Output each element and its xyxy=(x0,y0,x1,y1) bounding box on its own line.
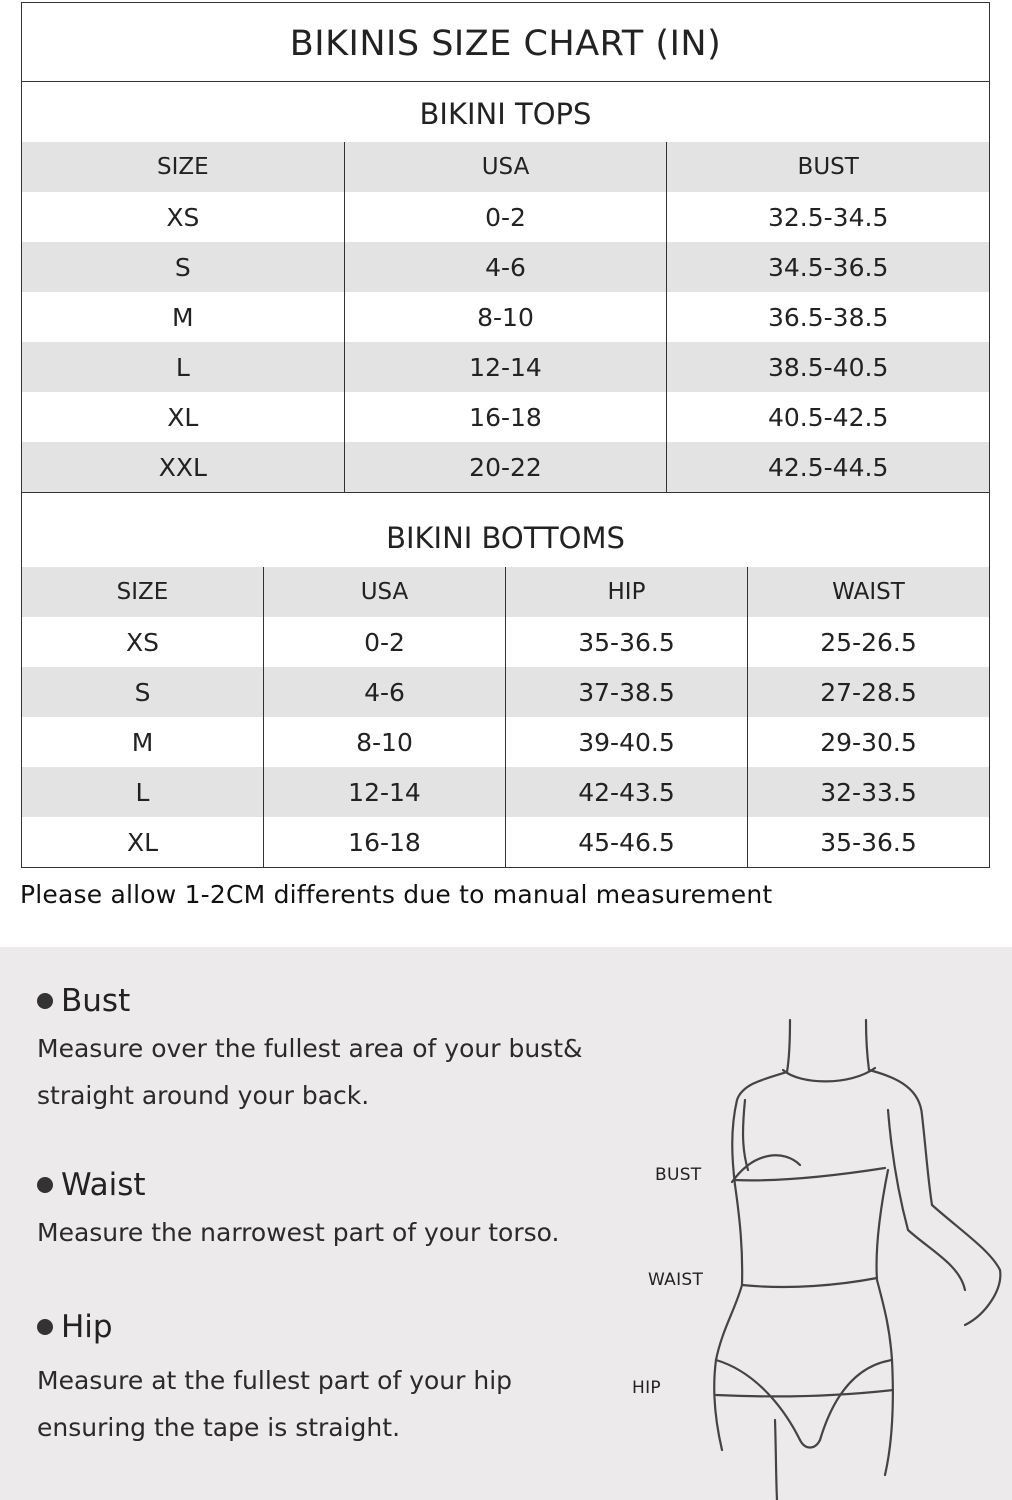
bottoms-cell-usa: 0-2 xyxy=(263,617,505,667)
table-row xyxy=(22,292,989,342)
bullet-icon xyxy=(37,1319,53,1335)
bottoms-cell-hip: 42-43.5 xyxy=(505,767,747,817)
tops-cell-bust: 42.5-44.5 xyxy=(666,442,989,492)
table-row xyxy=(22,442,989,492)
measurement-note: Please allow 1-2CM differents due to manual measurement xyxy=(20,880,773,909)
bottoms-cell-usa: 16-18 xyxy=(263,817,505,867)
tops-cell-size: XXL xyxy=(22,442,344,492)
bottoms-table xyxy=(22,567,989,867)
figure-label-waist: WAIST xyxy=(648,1270,704,1290)
tops-cell-usa: 8-10 xyxy=(344,292,667,342)
bottoms-cell-waist: 25-26.5 xyxy=(747,617,989,667)
tops-header-usa: USA xyxy=(344,142,667,192)
bottoms-cell-waist: 32-33.5 xyxy=(747,767,989,817)
bottoms-cell-hip: 37-38.5 xyxy=(505,667,747,717)
table-row xyxy=(22,392,989,442)
tops-cell-bust: 32.5-34.5 xyxy=(666,192,989,242)
tops-title: BIKINI TOPS xyxy=(419,97,592,131)
tops-cell-size: S xyxy=(22,242,344,292)
table-row xyxy=(22,342,989,392)
table-row xyxy=(22,667,989,717)
bottoms-cell-hip: 45-46.5 xyxy=(505,817,747,867)
bottoms-title: BIKINI BOTTOMS xyxy=(386,521,625,555)
tops-cell-usa: 16-18 xyxy=(344,392,667,442)
bottoms-cell-size: L xyxy=(22,767,263,817)
tops-cell-size: L xyxy=(22,342,344,392)
tops-cell-size: XS xyxy=(166,202,200,232)
tops-cell-usa: 0-2 xyxy=(344,192,667,242)
bottoms-cell-waist: 35-36.5 xyxy=(747,817,989,867)
bottoms-cell-usa: 12-14 xyxy=(263,767,505,817)
guide-hip xyxy=(37,1309,512,1451)
figure-label-bust: BUST xyxy=(655,1165,702,1185)
tops-cell-size: XL xyxy=(167,402,199,432)
bullet-icon xyxy=(37,993,53,1009)
figure-label-hip: HIP xyxy=(632,1378,661,1398)
tops-table xyxy=(22,142,989,493)
bottoms-header-usa: USA xyxy=(263,567,505,617)
table-row xyxy=(22,767,989,817)
bottoms-header-row xyxy=(22,567,989,617)
bottoms-cell-waist: 27-28.5 xyxy=(747,667,989,717)
tops-cell-usa: 4-6 xyxy=(344,242,667,292)
guide-bust-desc-line2: straight around your back. xyxy=(37,1081,370,1110)
body-figure-icon xyxy=(680,947,1012,1500)
tops-header-row xyxy=(22,142,989,192)
table-row xyxy=(22,242,989,292)
bottoms-cell-size: M xyxy=(131,727,154,757)
guide-waist xyxy=(37,1167,559,1256)
tops-header-size: SIZE xyxy=(22,142,344,192)
bottoms-header-hip: HIP xyxy=(505,567,747,617)
guide-hip-desc-line2: ensuring the tape is straight. xyxy=(37,1413,401,1442)
tops-cell-usa: 12-14 xyxy=(344,342,667,392)
bottoms-cell-size: XS xyxy=(126,627,159,657)
bottoms-cell-hip: 39-40.5 xyxy=(505,717,747,767)
table-row xyxy=(22,617,989,667)
table-row xyxy=(22,817,989,867)
guide-bust-heading: Bust xyxy=(61,983,131,1019)
bullet-icon xyxy=(37,1177,53,1193)
size-chart xyxy=(21,2,990,868)
bottoms-cell-hip: 35-36.5 xyxy=(505,617,747,667)
measurement-guide xyxy=(0,947,1012,1500)
bottoms-cell-usa: 8-10 xyxy=(263,717,505,767)
chart-title: BIKINIS SIZE CHART (IN) xyxy=(22,3,989,82)
tops-cell-bust: 38.5-40.5 xyxy=(666,342,989,392)
guide-bust-desc-line1: Measure over the fullest area of your bust& xyxy=(37,1034,583,1063)
bottoms-cell-size: XL xyxy=(126,827,159,857)
tops-cell-bust: 40.5-42.5 xyxy=(666,392,989,442)
bottoms-cell-usa: 4-6 xyxy=(263,667,505,717)
guide-hip-desc-line1: Measure at the fullest part of your hip xyxy=(37,1366,513,1395)
table-row xyxy=(22,717,989,767)
bottoms-cell-size: S xyxy=(22,667,263,717)
tops-cell-bust: 34.5-36.5 xyxy=(666,242,989,292)
guide-waist-desc-line1: Measure the narrowest part of your torso. xyxy=(37,1218,560,1247)
guide-hip-heading: Hip xyxy=(61,1309,113,1345)
tops-header-bust: BUST xyxy=(666,142,989,192)
tops-cell-size: M xyxy=(172,302,194,332)
table-row xyxy=(22,192,989,242)
bottoms-cell-waist: 29-30.5 xyxy=(747,717,989,767)
guide-waist-heading: Waist xyxy=(61,1167,146,1203)
guide-bust xyxy=(37,983,583,1119)
bottoms-header-size: SIZE xyxy=(22,567,263,617)
tops-cell-bust: 36.5-38.5 xyxy=(666,292,989,342)
tops-cell-usa: 20-22 xyxy=(344,442,667,492)
bottoms-header-waist: WAIST xyxy=(747,567,989,617)
